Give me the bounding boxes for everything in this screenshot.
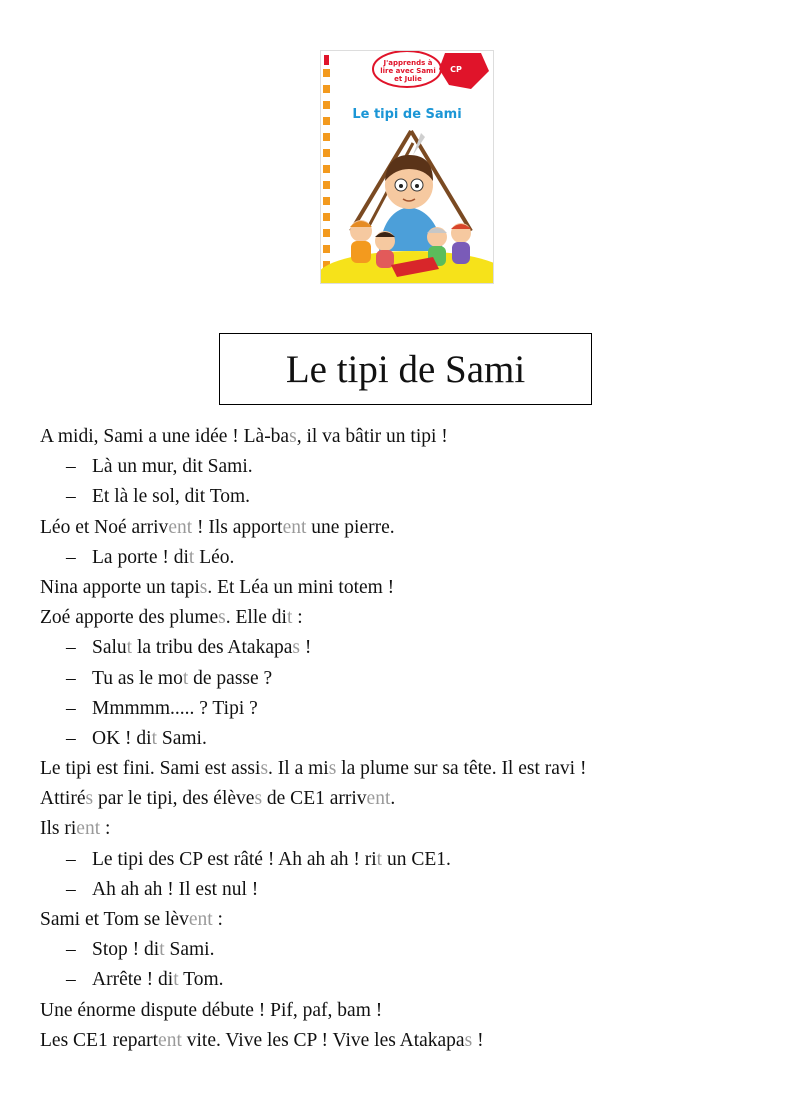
- text-segment: :: [292, 607, 303, 629]
- dialogue-line: [40, 965, 780, 995]
- text-segment: de CE1 arriv: [262, 788, 367, 810]
- dialogue-line: [40, 543, 780, 573]
- text-segment: :: [212, 909, 223, 930]
- story-title-box: [219, 333, 592, 405]
- text-segment: Sami et Tom se lèv: [40, 909, 189, 930]
- text-segment: ! Ils apport: [192, 516, 283, 538]
- dialogue-line: [40, 694, 780, 724]
- dialogue-line: [40, 452, 780, 482]
- silent-letters: s: [85, 788, 94, 810]
- narration-line: [40, 814, 780, 844]
- silent-letters: s: [292, 637, 300, 659]
- cover-illustration: [321, 51, 493, 283]
- narration-line: [40, 996, 780, 1026]
- narration-line: [40, 422, 780, 452]
- silent-letters: s: [328, 758, 337, 780]
- narration-line: [40, 603, 780, 633]
- text-segment: Et là le sol, dit Tom.: [92, 486, 251, 508]
- silent-letters: t: [151, 727, 157, 749]
- narration-line: [40, 784, 780, 814]
- dialogue-dash: –: [66, 969, 76, 991]
- text-segment: Ah ah ah ! Il est nul !: [92, 878, 259, 900]
- text-segment: Léo.: [194, 546, 235, 568]
- text-segment: La porte ! di: [92, 546, 189, 568]
- text-segment: Les CE1 repart: [40, 1029, 159, 1051]
- text-segment: Nina apporte un tapi: [40, 576, 200, 598]
- dialogue-dash: –: [66, 667, 76, 689]
- narration-line: [40, 905, 780, 935]
- text-segment: A midi, Sami a une idée ! Là-ba: [40, 426, 290, 447]
- silent-letters: s: [218, 607, 226, 629]
- dialogue-dash: –: [66, 486, 76, 508]
- silent-letters: ent: [366, 788, 391, 810]
- dialogue-line: [40, 845, 780, 875]
- text-segment: Mmmmm..... ? Tipi ?: [92, 697, 258, 719]
- silent-letters: t: [376, 848, 383, 870]
- dialogue-dash: –: [66, 637, 76, 659]
- narration-line: [40, 1026, 780, 1056]
- text-segment: . Elle di: [225, 607, 287, 629]
- narration-line: [40, 573, 780, 603]
- silent-letters: ent: [158, 1029, 182, 1051]
- silent-letters: t: [182, 667, 189, 689]
- text-segment: Zoé apporte des plume: [40, 607, 219, 629]
- dialogue-line: [40, 875, 780, 905]
- dialogue-dash: –: [66, 697, 76, 719]
- text-segment: une pierre.: [306, 516, 395, 538]
- dialogue-line: [40, 664, 780, 694]
- dialogue-dash: –: [66, 727, 76, 749]
- text-segment: , il va bâtir un tipi !: [296, 426, 448, 447]
- text-segment: Sami.: [164, 939, 215, 961]
- dialogue-dash: –: [66, 546, 76, 568]
- silent-letters: t: [126, 637, 133, 659]
- text-segment: Le tipi est fini. Sami est assi: [40, 758, 261, 780]
- text-segment: Le tipi des CP est râté ! Ah ah ah ! ri: [92, 848, 377, 870]
- dialogue-line: [40, 935, 780, 965]
- text-segment: Une énorme dispute débute ! Pif, paf, bam !: [40, 999, 383, 1021]
- text-segment: !: [472, 1029, 484, 1051]
- silent-letters: s: [464, 1029, 473, 1051]
- silent-letters: t: [286, 607, 293, 629]
- silent-letters: t: [188, 546, 195, 568]
- text-segment: :: [100, 818, 111, 840]
- text-segment: !: [299, 637, 312, 659]
- text-segment: la tribu des Atakapa: [132, 637, 293, 659]
- text-segment: par le tipi, des élève: [93, 788, 255, 810]
- text-segment: OK ! di: [92, 727, 152, 749]
- text-segment: . Il a mi: [268, 758, 329, 780]
- story-text: [40, 422, 780, 1056]
- cover-level-badge: CP: [450, 65, 462, 74]
- text-segment: Tom.: [178, 969, 224, 991]
- text-segment: Léo et Noé arriv: [40, 516, 169, 538]
- text-segment: . Et Léa un mini totem !: [207, 576, 395, 598]
- text-segment: Ils ri: [40, 818, 77, 840]
- text-segment: de passe ?: [188, 667, 273, 689]
- silent-letters: ent: [168, 516, 193, 538]
- story-title: Le tipi de Sami: [285, 347, 526, 391]
- dialogue-dash: –: [66, 939, 76, 961]
- dialogue-dash: –: [66, 456, 76, 478]
- text-segment: Là un mur, dit Sami.: [92, 456, 253, 478]
- dialogue-line: [40, 724, 780, 754]
- narration-line: [40, 513, 780, 543]
- text-segment: un CE1.: [382, 848, 451, 870]
- cover-brand-text: J'apprends à lire avec Sami et Julie: [380, 59, 436, 83]
- cover-title: Le tipi de Sami: [352, 107, 462, 122]
- silent-letters: s: [254, 788, 263, 810]
- book-cover-image: [320, 50, 494, 284]
- text-segment: Arrête ! di: [92, 969, 174, 991]
- dialogue-dash: –: [66, 848, 76, 870]
- silent-letters: s: [260, 758, 269, 780]
- text-segment: Attiré: [40, 788, 86, 810]
- narration-line: [40, 754, 780, 784]
- text-segment: vite. Vive les CP ! Vive les Atakapa: [181, 1029, 465, 1051]
- silent-letters: s: [199, 576, 208, 598]
- text-segment: .: [390, 788, 396, 810]
- silent-letters: ent: [188, 909, 213, 930]
- text-segment: Stop ! di: [92, 939, 160, 961]
- dialogue-line: [40, 482, 780, 512]
- silent-letters: s: [289, 426, 297, 447]
- silent-letters: t: [173, 969, 179, 991]
- dialogue-dash: –: [66, 878, 76, 900]
- text-segment: Sami.: [157, 727, 207, 749]
- text-segment: Salu: [92, 637, 127, 659]
- text-segment: la plume sur sa tête. Il est ravi !: [336, 758, 587, 780]
- silent-letters: ent: [282, 516, 307, 538]
- silent-letters: t: [159, 939, 165, 961]
- dialogue-line: [40, 633, 780, 663]
- text-segment: Tu as le mo: [92, 667, 183, 689]
- silent-letters: ent: [76, 818, 101, 840]
